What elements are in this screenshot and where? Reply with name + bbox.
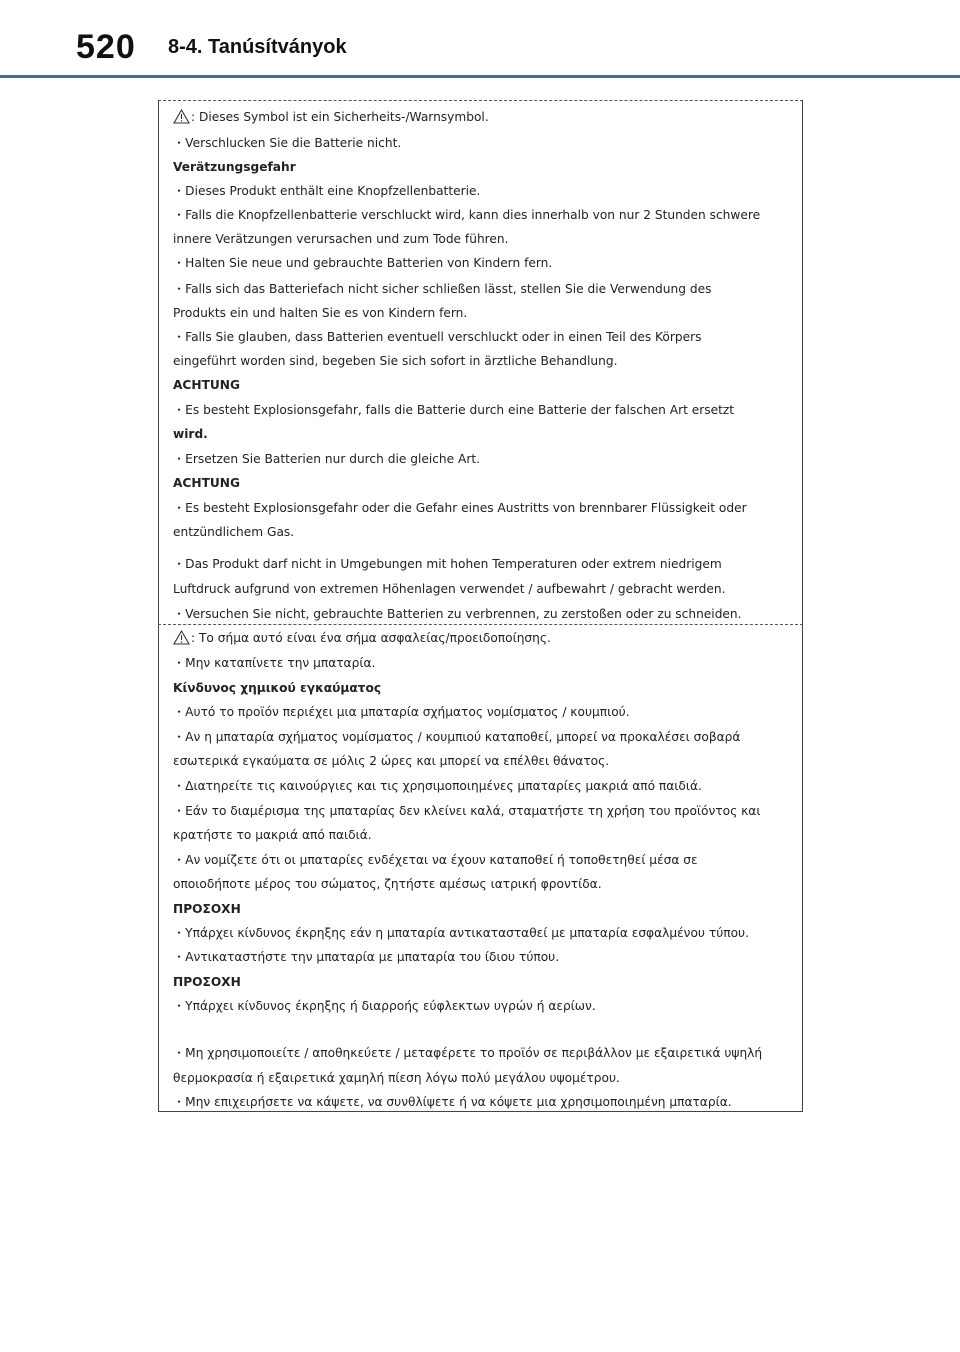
greek-line: ・Αντικαταστήστε την μπαταρία με μπαταρία του ίδιου τύπου. — [173, 950, 560, 964]
right-rule — [802, 100, 803, 1112]
german-line: ・Ersetzen Sie Batterien nur durch die gleiche Art. — [173, 452, 481, 466]
greek-line: εσωτερικά εγκαύματα σε μόλις 2 ώρες και μπορεί να επέλθει θάνατος. — [173, 754, 610, 768]
german-line: wird. — [173, 427, 208, 441]
german-symbol-text: : Dieses Symbol ist ein Sicherheits-/Warnsymbol. — [191, 110, 489, 124]
greek-line: ・Υπάρχει κίνδυνος έκρηξης ή διαρροής εύφλεκτων υγρών ή αερίων. — [173, 999, 596, 1013]
german-line: ・Falls Sie glauben, dass Batterien eventuell verschluckt oder in einen Teil des Körpers — [173, 330, 702, 344]
greek-line: ・Εάν το διαμέρισμα της μπαταρίας δεν κλείνει καλά, σταματήστε τη χρήση του προϊόντος και — [173, 804, 761, 818]
greek-line: ・Μην επιχειρήσετε να κάψετε, να συνθλίψετε ή να κόψετε μια χρησιμοποιημένη μπαταρία. — [173, 1095, 732, 1109]
german-line: Produkts ein und halten Sie es von Kindern fern. — [173, 306, 468, 320]
german-symbol-line — [173, 109, 489, 128]
german-line: Luftdruck aufgrund von extremen Höhenlagen verwendet / aufbewahrt / gebracht werden. — [173, 582, 726, 596]
german-line: eingeführt worden sind, begeben Sie sich sofort in ärztliche Behandlung. — [173, 354, 618, 368]
greek-heading: ΠΡΟΣΟΧΗ — [173, 902, 241, 916]
german-heading: Verätzungsgefahr — [173, 160, 296, 174]
greek-line: οποιοδήποτε μέρος του σώματος, ζητήστε αμέσως ιατρική φροντίδα. — [173, 877, 602, 891]
german-line: entzündlichem Gas. — [173, 525, 295, 539]
german-line: innere Verätzungen verursachen und zum Tode führen. — [173, 232, 509, 246]
chapter-title: 8-4. Tanúsítványok — [168, 36, 347, 58]
warning-triangle-icon — [173, 109, 190, 128]
german-line: ・Das Produkt darf nicht in Umgebungen mit hohen Temperaturen oder extrem niedrigem — [173, 557, 722, 571]
page-header — [0, 0, 960, 80]
greek-line: θερμοκρασία ή εξαιρετικά χαμηλή πίεση λόγω πολύ μεγάλου υψομέτρου. — [173, 1071, 620, 1085]
german-line: ・Es besteht Explosionsgefahr, falls die Batterie durch eine Batterie der falschen Art ersetzt — [173, 403, 735, 417]
greek-line: ・Μην καταπίνετε την μπαταρία. — [173, 656, 376, 670]
left-rule — [158, 100, 159, 1112]
german-heading: ACHTUNG — [173, 476, 240, 490]
greek-line: κρατήστε το μακριά από παιδιά. — [173, 828, 372, 842]
german-heading: ACHTUNG — [173, 378, 240, 392]
certificate-scan — [158, 100, 803, 1112]
german-line: ・Dieses Produkt enthält eine Knopfzellenbatterie. — [173, 184, 481, 198]
greek-symbol-text: : Το σήμα αυτό είναι ένα σήμα ασφαλείας/προειδοποίησης. — [191, 631, 551, 645]
header-rule — [0, 75, 960, 78]
greek-line: ・Μη χρησιμοποιείτε / αποθηκεύετε / μεταφέρετε το προϊόν σε περιβάλλον με εξαιρετικά υψηλή — [173, 1046, 763, 1060]
top-dashed-rule — [158, 100, 803, 101]
german-line: ・Versuchen Sie nicht, gebrauchte Batterien zu verbrennen, zu zerstoßen oder zu schneiden. — [173, 607, 742, 621]
section-divider — [158, 624, 803, 625]
german-line: ・Falls sich das Batteriefach nicht sicher schließen lässt, stellen Sie die Verwendung des — [173, 282, 712, 296]
german-line: ・Halten Sie neue und gebrauchte Batterien von Kindern fern. — [173, 256, 553, 270]
greek-heading: Κίνδυνος χημικού εγκαύματος — [173, 681, 382, 695]
warning-triangle-icon — [173, 630, 190, 649]
greek-symbol-line — [173, 630, 551, 649]
german-line: ・Verschlucken Sie die Batterie nicht. — [173, 136, 402, 150]
german-line: ・Es besteht Explosionsgefahr oder die Gefahr eines Austritts von brennbarer Flüssigkeit oder — [173, 501, 747, 515]
greek-line: ・Υπάρχει κίνδυνος έκρηξης εάν η μπαταρία αντικατασταθεί με μπαταρία εσφαλμένου τύπου. — [173, 926, 749, 940]
greek-line: ・Αν η μπαταρία σχήματος νομίσματος / κουμπιού καταποθεί, μπορεί να προκαλέσει σοβαρά — [173, 730, 741, 744]
greek-heading: ΠΡΟΣΟΧΗ — [173, 975, 241, 989]
greek-line: ・Αυτό το προϊόν περιέχει μια μπαταρία σχήματος νομίσματος / κουμπιού. — [173, 705, 630, 719]
greek-line: ・Αν νομίζετε ότι οι μπαταρίες ενδέχεται να έχουν καταποθεί ή τοποθετηθεί μέσα σε — [173, 853, 698, 867]
page-number: 520 — [76, 28, 136, 66]
bottom-rule — [158, 1111, 803, 1112]
greek-line: ・Διατηρείτε τις καινούργιες και τις χρησιμοποιημένες μπαταρίες μακριά από παιδιά. — [173, 779, 702, 793]
german-line: ・Falls die Knopfzellenbatterie verschluckt wird, kann dies innerhalb von nur 2 Stunden schwere — [173, 208, 761, 222]
